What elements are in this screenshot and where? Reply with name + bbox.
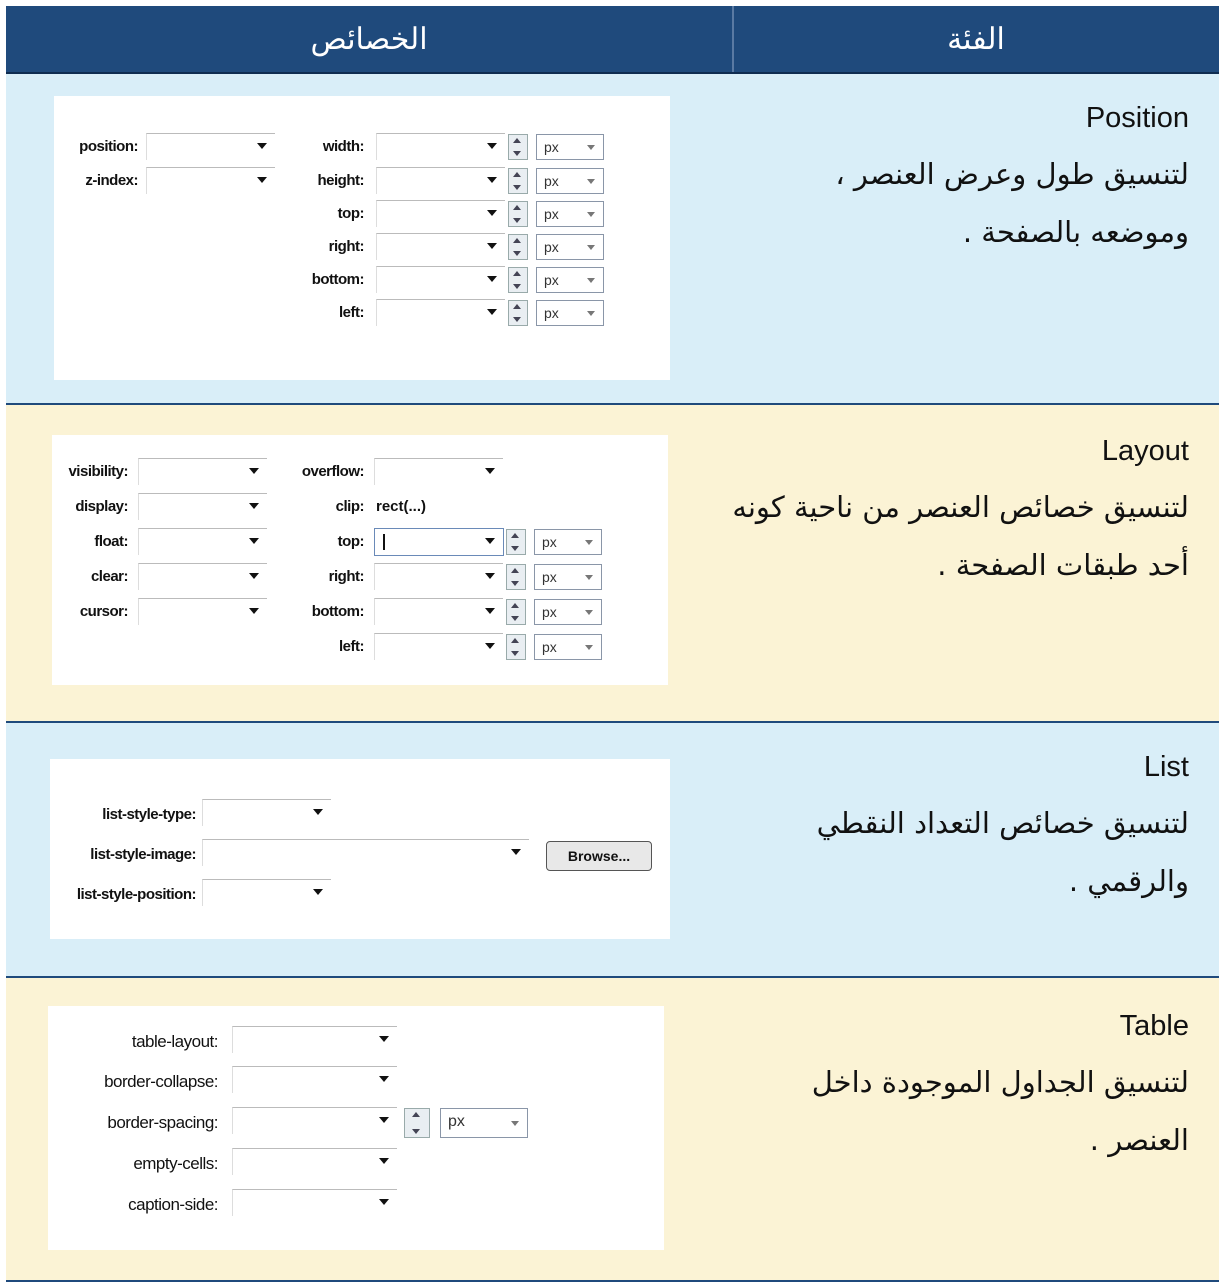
- border-spacing-select[interactable]: [232, 1107, 397, 1134]
- field-label: border-collapse:: [104, 1072, 218, 1091]
- chevron-down-icon: [485, 468, 495, 474]
- field-label: border-spacing:: [107, 1113, 218, 1132]
- row-list: [6, 723, 1219, 976]
- chevron-down-icon: [485, 538, 495, 544]
- unit-select[interactable]: px: [536, 168, 604, 194]
- chevron-down-icon: [313, 889, 323, 895]
- chevron-down-icon: [379, 1199, 389, 1205]
- category-name: Position: [1085, 102, 1189, 134]
- spinner[interactable]: [506, 564, 526, 590]
- position-select[interactable]: [146, 133, 275, 160]
- field-label: visibility:: [68, 463, 128, 480]
- field-label: list-style-position:: [76, 886, 196, 903]
- field-label: list-style-image:: [90, 846, 196, 863]
- chevron-down-icon: [487, 243, 497, 249]
- unit-select[interactable]: px: [536, 134, 604, 160]
- text-caret: [383, 534, 385, 550]
- field-label: empty-cells:: [133, 1154, 218, 1173]
- field-label: display:: [75, 498, 128, 515]
- list-panel: [50, 759, 670, 939]
- field-label: height:: [317, 172, 364, 189]
- chevron-down-icon: [485, 573, 495, 579]
- browse-button[interactable]: Browse...: [546, 841, 652, 871]
- height-select[interactable]: [376, 167, 505, 194]
- unit-select[interactable]: px: [534, 529, 602, 555]
- field-label: top:: [337, 205, 364, 222]
- field-label: position:: [79, 138, 138, 155]
- category-name: Table: [1119, 1010, 1189, 1042]
- layout-panel: [52, 435, 668, 685]
- spinner[interactable]: [508, 134, 528, 160]
- float-select[interactable]: [138, 528, 267, 555]
- chevron-down-icon: [487, 210, 497, 216]
- chevron-down-icon: [379, 1076, 389, 1082]
- chevron-down-icon: [257, 177, 267, 183]
- cursor-select[interactable]: [138, 598, 267, 625]
- table-panel: [48, 1006, 664, 1250]
- header-category: الفئة: [947, 21, 1005, 57]
- spinner[interactable]: [506, 634, 526, 660]
- category-name: Layout: [1101, 435, 1189, 467]
- chevron-down-icon: [487, 143, 497, 149]
- field-label: cursor:: [79, 603, 128, 620]
- chevron-down-icon: [511, 849, 521, 855]
- spinner[interactable]: [508, 234, 528, 260]
- category-cell: [729, 74, 1189, 261]
- chevron-down-icon: [249, 468, 259, 474]
- chevron-down-icon: [379, 1158, 389, 1164]
- top-input[interactable]: [374, 528, 504, 556]
- left-select[interactable]: [374, 633, 503, 660]
- field-label: caption-side:: [128, 1195, 218, 1214]
- category-description: لتنسيق طول وعرض العنصر ، وموضعه بالصفحة .: [835, 157, 1189, 249]
- field-label: right:: [328, 568, 364, 585]
- chevron-down-icon: [257, 143, 267, 149]
- width-select[interactable]: [376, 133, 505, 160]
- field-label: table-layout:: [131, 1032, 218, 1051]
- spinner[interactable]: [508, 267, 528, 293]
- chevron-down-icon: [249, 503, 259, 509]
- row-divider: [6, 1280, 1219, 1282]
- field-label: overflow:: [301, 463, 364, 480]
- field-label: clear:: [90, 568, 128, 585]
- unit-select[interactable]: px: [534, 564, 602, 590]
- field-label: bottom:: [311, 603, 364, 620]
- border-collapse-select[interactable]: [232, 1066, 397, 1093]
- chevron-down-icon: [379, 1117, 389, 1123]
- field-label: z-index:: [85, 172, 138, 189]
- bottom-select[interactable]: [376, 266, 505, 293]
- unit-select[interactable]: px: [534, 634, 602, 660]
- right-select[interactable]: [376, 233, 505, 260]
- position-panel: [54, 96, 670, 380]
- unit-select[interactable]: px: [440, 1108, 528, 1138]
- unit-select[interactable]: px: [536, 234, 604, 260]
- chevron-down-icon: [487, 177, 497, 183]
- z-index-select[interactable]: [146, 167, 275, 194]
- category-cell: [729, 723, 1189, 910]
- clear-select[interactable]: [138, 563, 267, 590]
- overflow-select[interactable]: [374, 458, 503, 485]
- field-label: left:: [339, 638, 364, 655]
- chevron-down-icon: [249, 538, 259, 544]
- category-description: لتنسيق الجداول الموجودة داخل العنصر .: [811, 1065, 1189, 1157]
- field-label: list-style-type:: [102, 806, 196, 823]
- field-label: right:: [328, 238, 364, 255]
- category-cell: [729, 978, 1189, 1169]
- chevron-down-icon: [487, 276, 497, 282]
- chevron-down-icon: [313, 809, 323, 815]
- header-properties: الخصائص: [310, 21, 428, 57]
- field-label: left:: [339, 304, 364, 321]
- category-description: لتنسيق خصائص التعداد النقطي والرقمي .: [816, 806, 1189, 898]
- category-name: List: [1143, 751, 1189, 783]
- field-label: top:: [337, 533, 364, 550]
- spinner[interactable]: [508, 201, 528, 227]
- row-position: [6, 74, 1219, 403]
- field-label: clip:: [335, 498, 364, 515]
- unit-select[interactable]: px: [536, 267, 604, 293]
- list-style-image-select[interactable]: [202, 839, 529, 866]
- row-layout: [6, 405, 1219, 721]
- empty-cells-select[interactable]: [232, 1148, 397, 1175]
- bottom-select[interactable]: [374, 598, 503, 625]
- chevron-down-icon: [485, 643, 495, 649]
- clip-value: rect(...): [376, 498, 427, 515]
- field-label: float:: [94, 533, 128, 550]
- list-style-type-select[interactable]: [202, 799, 331, 826]
- visibility-select[interactable]: [138, 458, 267, 485]
- unit-select[interactable]: px: [536, 201, 604, 227]
- display-select[interactable]: [138, 493, 267, 520]
- category-description: لتنسيق خصائص العنصر من ناحية كونه أحد طبقات الصفحة .: [732, 490, 1189, 582]
- chevron-down-icon: [379, 1036, 389, 1042]
- chevron-down-icon: [249, 573, 259, 579]
- unit-select[interactable]: px: [536, 300, 604, 326]
- unit-select[interactable]: px: [534, 599, 602, 625]
- table-header: [6, 6, 1219, 74]
- left-select[interactable]: [376, 299, 505, 326]
- caption-side-select[interactable]: [232, 1189, 397, 1216]
- chevron-down-icon: [487, 309, 497, 315]
- chevron-down-icon: [249, 608, 259, 614]
- spinner[interactable]: [506, 529, 526, 555]
- table-layout-select[interactable]: [232, 1026, 397, 1053]
- row-table: [6, 978, 1219, 1280]
- spinner[interactable]: [508, 300, 528, 326]
- spinner[interactable]: [506, 599, 526, 625]
- category-cell: [729, 405, 1189, 594]
- list-style-position-select[interactable]: [202, 879, 331, 906]
- chevron-down-icon: [485, 608, 495, 614]
- field-label: width:: [322, 138, 364, 155]
- field-label: bottom:: [311, 271, 364, 288]
- spinner[interactable]: [508, 168, 528, 194]
- top-select[interactable]: [376, 200, 505, 227]
- right-select[interactable]: [374, 563, 503, 590]
- spinner[interactable]: [404, 1108, 430, 1138]
